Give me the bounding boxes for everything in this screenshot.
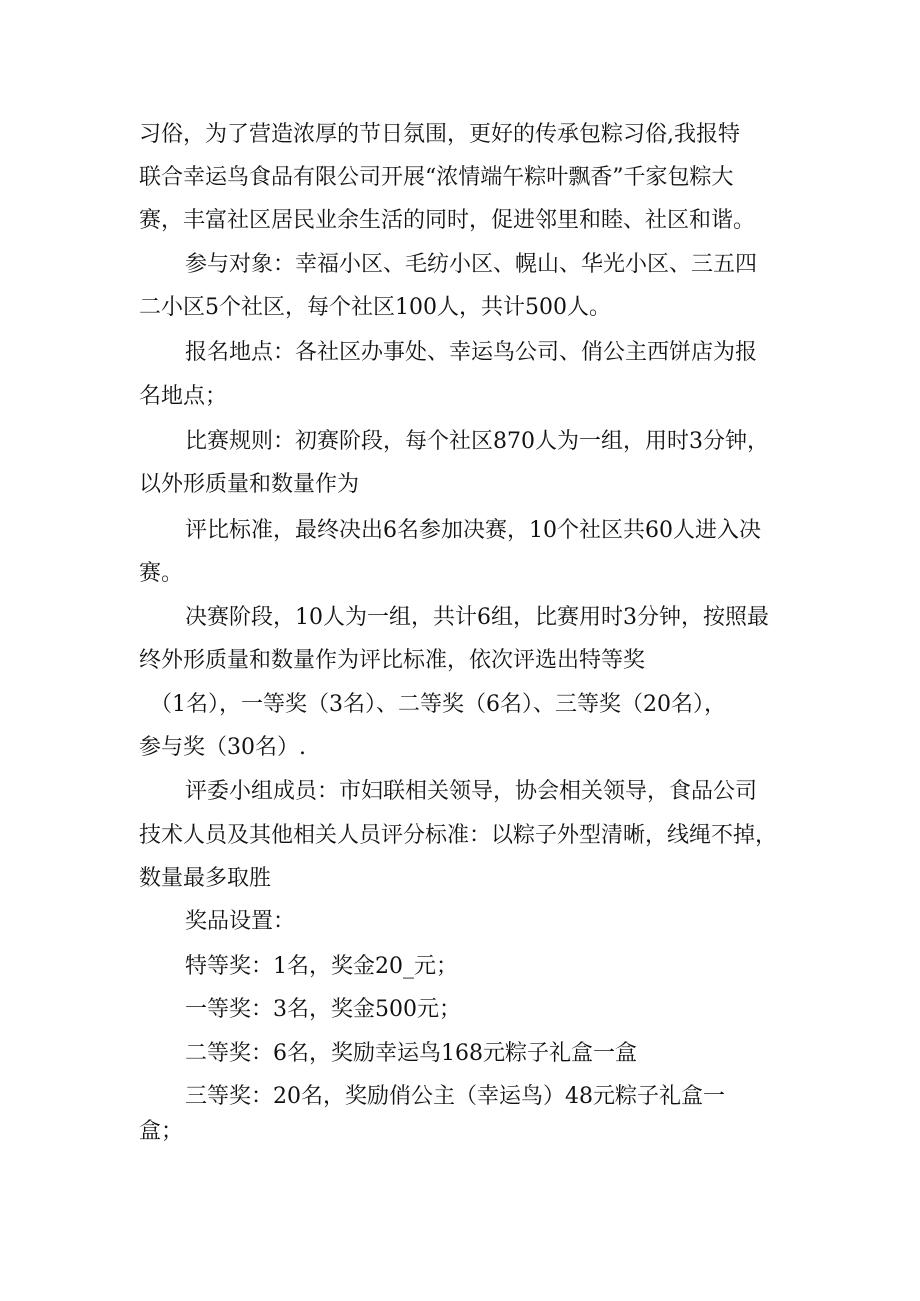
text-line: 数量最多取胜 (139, 866, 272, 891)
text-line: 名地点； (139, 384, 228, 409)
text-line: 参与奖（30名）. (139, 735, 306, 760)
text-line: 一等奖：3名，奖金500元； (185, 997, 461, 1022)
text-line: 赛，丰富社区居民业余生活的同时，促进邻里和睦、社区和谐。 (139, 208, 756, 233)
text-line: 以外形质量和数量作为 (139, 472, 360, 497)
text-line: 奖品设置： (185, 909, 296, 934)
text-line: 参与对象：幸福小区、毛纺小区、幌山、华光小区、三五四 (185, 252, 758, 277)
text-line: 联合幸运鸟食品有限公司开展“浓情端午粽叶飘香”千家包粽大 (139, 165, 734, 190)
text-line: 赛。 (139, 561, 184, 586)
text-line: 技术人员及其他相关人员评分标准：以粽子外型清晰，线绳不掉， (139, 823, 778, 848)
text-line: 报名地点：各社区办事处、幸运鸟公司、俏公主西饼店为报 (185, 340, 758, 365)
text-line: 评比标准，最终决出6名参加决赛，10个社区共60人进入决 (185, 518, 761, 543)
text-line: 二等奖：6名，奖励幸运鸟168元粽子礼盒一盒 (185, 1041, 637, 1066)
text-line: 特等奖：1名，奖金20_元； (185, 954, 458, 979)
text-line: 决赛阶段，10人为一组，共计6组，比赛用时3分钟，按照最 (185, 605, 769, 630)
text-line: 二小区5个社区，每个社区100人，共计500人。 (139, 295, 611, 320)
text-line: 盒； (139, 1119, 184, 1144)
text-line: （1名），一等奖（3名）、二等奖（6名）、三等奖（20名）， (150, 692, 726, 717)
text-line: 比赛规则：初赛阶段，每个社区870人为一组，用时3分钟， (185, 429, 769, 454)
text-line: 习俗，为了营造浓厚的节日氛围，更好的传承包粽习俗,我报特 (139, 122, 740, 147)
text-line: 评委小组成员：市妇联相关领导，协会相关领导，食品公司 (185, 779, 758, 804)
text-line: 三等奖：20名，奖励俏公主（幸运鸟）48元粽子礼盒一 (185, 1084, 725, 1109)
text-line: 终外形质量和数量作为评比标准，依次评选出特等奖 (139, 648, 646, 673)
